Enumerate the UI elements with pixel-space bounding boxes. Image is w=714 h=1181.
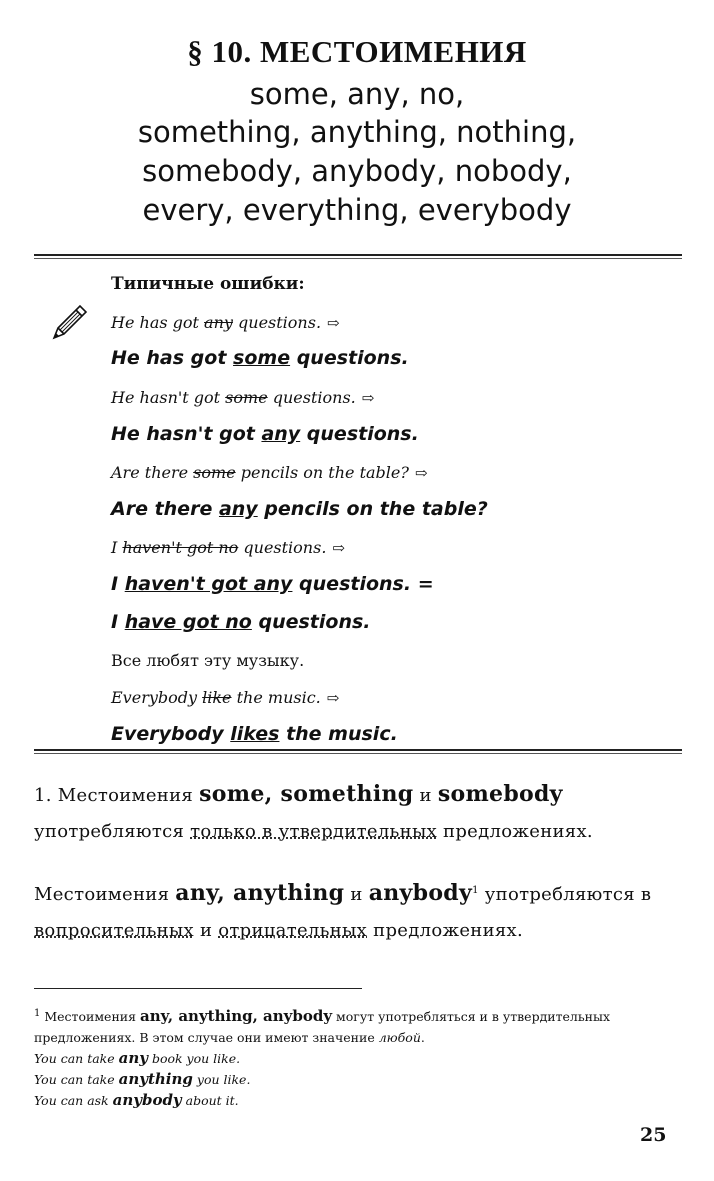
box-top-rule: [34, 254, 682, 256]
correct-example-2: He hasn't got any questions.: [111, 423, 419, 445]
correct-example-1: He has got some questions.: [111, 347, 409, 369]
box-bottom-rule-thin: [34, 753, 682, 754]
wrong-example-3: Are there some pencils on the table? ⇨: [111, 463, 428, 482]
wrong-example-5: Everybody like the music. ⇨: [111, 688, 340, 707]
wrong-example-2: He hasn't got some questions. ⇨: [111, 388, 375, 407]
arrow-icon: ⇨: [332, 539, 345, 557]
correct-example-3: Are there any pencils on the table?: [111, 498, 488, 520]
footnote-example-1: You can take any book you like.: [34, 1049, 241, 1068]
pencil-icon: [48, 300, 92, 344]
section-title: § 10. МЕСТОИМЕНИЯ: [187, 34, 527, 69]
rule-paragraph-1: 1. Местоимения some, something и somebody употребляются только в утвердительных предложениях.: [34, 781, 593, 842]
correct-example-5: Everybody likes the music.: [111, 723, 398, 745]
subtitle-line-1: some, any, no,: [249, 77, 465, 111]
footnote-rule: [34, 988, 362, 989]
arrow-icon: ⇨: [326, 689, 340, 707]
footnote-example-3: You can ask anybody about it.: [34, 1091, 239, 1110]
footnote: [34, 1003, 682, 1111]
arrow-icon: ⇨: [327, 314, 340, 332]
arrow-icon: ⇨: [414, 464, 428, 482]
page-number: 25: [640, 1124, 667, 1146]
russian-example: Все любят эту музыку.: [111, 651, 305, 670]
box-top-rule-thin: [34, 258, 682, 259]
correct-example-4a: I haven't got any questions. =: [111, 573, 434, 595]
wrong-example-4: I haven't got no questions. ⇨: [111, 538, 345, 557]
subtitle-line-3: somebody, anybody, nobody,: [142, 154, 572, 188]
wrong-example-1: He has got any questions. ⇨: [111, 313, 340, 332]
subtitle-line-2: something, anything, nothing,: [137, 115, 577, 149]
footnote-text: $^1$ Местоимения any, anything, anybody могут употребляться и в утвердительных предложениях. В этом случае они имеют значение любой.: [34, 1007, 610, 1046]
correct-example-4b: I have got no questions.: [111, 611, 371, 633]
box-bottom-rule: [34, 749, 682, 751]
footnote-example-2: You can take anything you like.: [34, 1070, 251, 1089]
arrow-icon: ⇨: [361, 389, 375, 407]
errors-heading: Типичные ошибки:: [111, 274, 305, 294]
subtitle-line-4: every, everything, everybody: [142, 193, 572, 227]
rule-paragraph-2: Местоимения any, anything и anybody$^1$ употребляются в вопросительных и отрицательных предложениях.: [34, 880, 652, 941]
